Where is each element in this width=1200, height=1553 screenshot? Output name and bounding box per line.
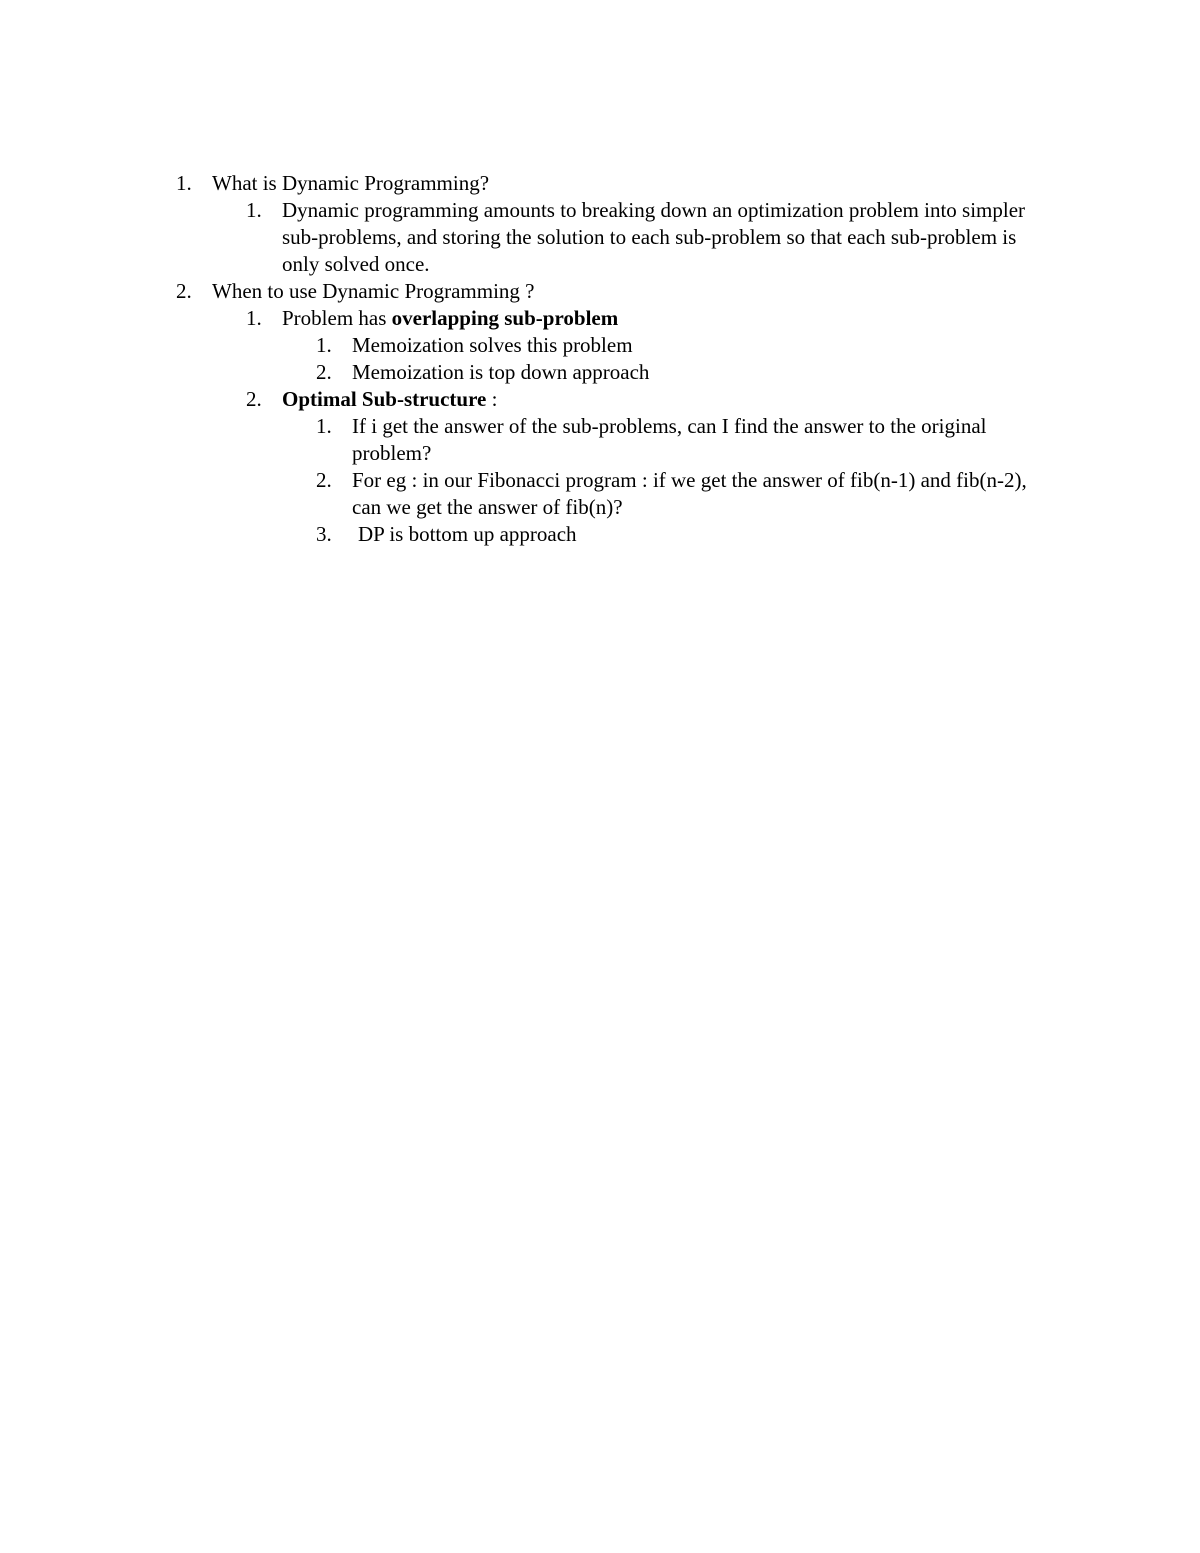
list-item-text: Dynamic programming amounts to breaking down an optimization problem into simpler sub-problems, and storing the solution to each sub-problem so that each sub-problem is only solved once. [282, 198, 1026, 276]
list-marker: 2. [316, 468, 332, 492]
list-item-text: For eg : in our Fibonacci program : if we get the answer of fib(n-1) and fib(n-2), can we get the answer of fib(n)? [352, 468, 1027, 519]
overlapping-bold: overlapping sub-problem [391, 306, 619, 330]
list-item-fibonacci-example [176, 467, 1056, 521]
outline-list [176, 170, 1056, 548]
list-marker: 2. [176, 279, 192, 303]
list-item-answer-subproblems [176, 413, 1056, 467]
list-marker: 1. [316, 414, 332, 438]
list-item-text: DP is bottom up approach [358, 522, 577, 546]
list-item-text [282, 305, 1056, 332]
optimal-bold: Optimal Sub-structure [282, 387, 487, 411]
list-item-optimal-substructure [176, 386, 1056, 413]
list-marker: 1. [246, 306, 262, 330]
list-marker: 2. [246, 387, 262, 411]
list-item-text: If i get the answer of the sub-problems, can I find the answer to the original problem? [352, 414, 987, 465]
list-item-dp-bottom-up [176, 521, 1056, 548]
list-item-overlapping [176, 305, 1056, 332]
list-marker: 3. [316, 522, 332, 546]
list-item-what-is-dp [176, 170, 1056, 197]
list-marker: 2. [316, 360, 332, 384]
list-item-memoization-top-down [176, 359, 1056, 386]
list-marker: 1. [316, 333, 332, 357]
list-item-text: When to use Dynamic Programming ? [212, 279, 535, 303]
optimal-suffix: : [486, 387, 498, 411]
list-marker: 1. [246, 198, 262, 222]
list-marker: 1. [176, 171, 192, 195]
list-item-when-to-use [176, 278, 1056, 305]
list-item-memoization-solves [176, 332, 1056, 359]
list-item-text [282, 386, 1056, 413]
list-item-text: What is Dynamic Programming? [212, 171, 490, 195]
list-item-text: Memoization solves this problem [352, 333, 633, 357]
list-item-text: Memoization is top down approach [352, 360, 650, 384]
list-item-dp-definition [176, 197, 1056, 278]
overlapping-prefix: Problem has [282, 306, 392, 330]
